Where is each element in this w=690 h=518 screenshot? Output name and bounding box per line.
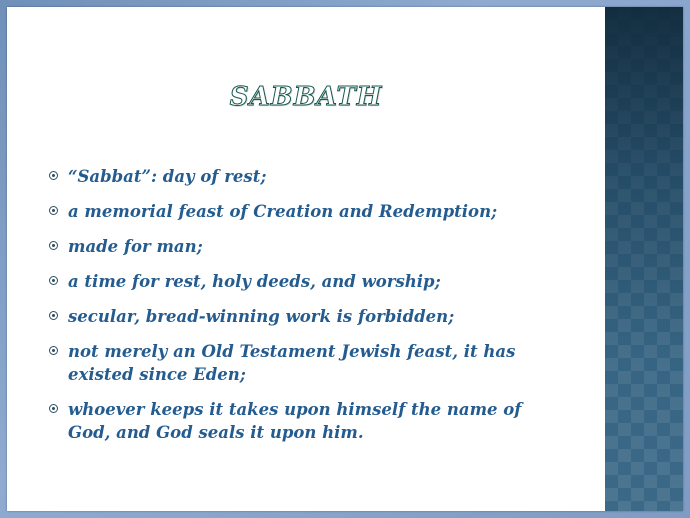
bullet-item — [49, 340, 569, 386]
bullet-text: a memorial feast of Creation and Redemption; — [68, 202, 498, 221]
circle-dot-bullet-icon — [49, 241, 58, 250]
circle-dot-bullet-icon — [49, 171, 58, 180]
bullet-item — [49, 270, 569, 293]
decorative-side-panel — [605, 7, 683, 511]
bullet-item — [49, 235, 569, 258]
bullet-list — [49, 165, 569, 456]
bullet-text: whoever keeps it takes upon himself the name of God, and God seals it upon him. — [68, 400, 522, 442]
bullet-item — [49, 398, 569, 444]
bullet-item — [49, 200, 569, 223]
circle-dot-bullet-icon — [49, 311, 58, 320]
slide — [7, 7, 683, 511]
circle-dot-bullet-icon — [49, 276, 58, 285]
circle-dot-bullet-icon — [49, 206, 58, 215]
slide-title: SABBATH — [229, 82, 383, 112]
bullet-item — [49, 305, 569, 328]
bullet-text: not merely an Old Testament Jewish feast, it has existed since Eden; — [68, 342, 516, 384]
bullet-text: “Sabbat”: day of rest; — [68, 167, 267, 186]
circle-dot-bullet-icon — [49, 346, 58, 355]
bullet-text: made for man; — [68, 237, 203, 256]
bullet-text: a time for rest, holy deeds, and worship; — [68, 272, 441, 291]
bullet-item — [49, 165, 569, 188]
circle-dot-bullet-icon — [49, 404, 58, 413]
bullet-text: secular, bread-winning work is forbidden; — [68, 307, 455, 326]
